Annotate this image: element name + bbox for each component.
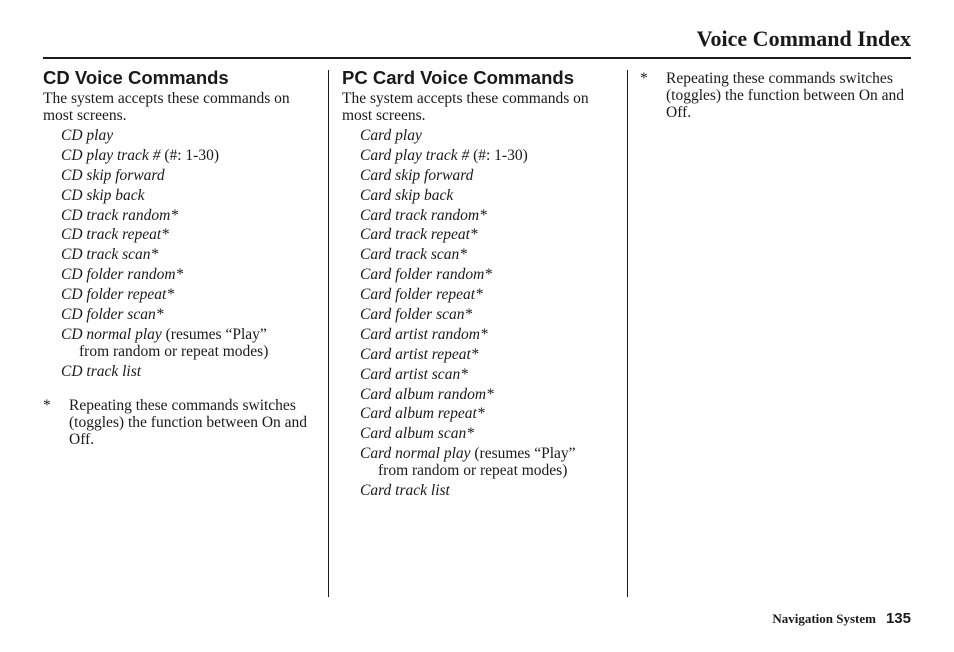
command-item [61, 286, 318, 306]
command-text: CD skip back [61, 186, 145, 204]
command-item [360, 187, 617, 207]
page-footer [772, 610, 911, 628]
command-text: Card album scan* [360, 425, 474, 443]
command-item [61, 363, 318, 383]
command-item [360, 326, 617, 346]
right-footnote-mark: * [640, 70, 648, 87]
command-item [61, 326, 318, 363]
command-note-continued: from random or repeat modes) [79, 342, 269, 360]
command-text: CD normal play [61, 325, 162, 343]
command-item [360, 306, 617, 326]
header-rule [43, 57, 911, 59]
cd-commands-column [43, 67, 318, 448]
command-item [360, 405, 617, 425]
command-item [360, 482, 617, 502]
command-text: Card folder repeat* [360, 286, 483, 304]
command-item [61, 246, 318, 266]
command-item [61, 266, 318, 286]
command-text: Card skip forward [360, 166, 474, 184]
command-text: Card track list [360, 482, 450, 500]
command-text: Card artist repeat* [360, 345, 479, 363]
command-text: CD track repeat* [61, 226, 169, 244]
command-text: CD skip forward [61, 166, 165, 184]
command-item [61, 167, 318, 187]
footer-label: Navigation System [772, 611, 876, 626]
command-text: Card folder random* [360, 266, 493, 284]
pc-card-commands-column [342, 67, 617, 502]
command-note: (resumes “Play” [161, 325, 267, 343]
command-item [61, 187, 318, 207]
command-text: Card play track # [360, 146, 470, 164]
command-text: CD track scan* [61, 246, 159, 264]
command-item [360, 386, 617, 406]
command-item [61, 226, 318, 246]
command-item [61, 147, 318, 167]
pc-command-list [342, 127, 617, 502]
command-item [360, 286, 617, 306]
command-item [360, 226, 617, 246]
cd-intro: The system accepts these commands on most screens. [43, 90, 290, 124]
command-item [360, 127, 617, 147]
command-text: Card normal play [360, 445, 471, 463]
command-item [61, 127, 318, 147]
command-text: Card track repeat* [360, 226, 478, 244]
command-item [360, 366, 617, 386]
command-item [360, 445, 617, 482]
command-text: CD track random* [61, 206, 179, 224]
pc-heading: PC Card Voice Commands [342, 67, 574, 88]
command-item [360, 147, 617, 167]
command-text: Card folder scan* [360, 306, 473, 324]
command-text: CD play [61, 127, 114, 144]
command-text: Card artist random* [360, 325, 488, 343]
command-text: CD folder repeat* [61, 286, 175, 304]
command-text: Card track scan* [360, 246, 468, 264]
command-text: Card track random* [360, 206, 487, 224]
notes-column [640, 70, 912, 121]
page-number: 135 [885, 610, 911, 627]
command-text: CD track list [61, 362, 142, 380]
command-note: (#: 1-30) [469, 146, 528, 164]
command-text: CD play track # [61, 146, 161, 164]
command-text: Card artist scan* [360, 365, 468, 383]
column-divider-1 [328, 70, 329, 597]
command-text: CD folder scan* [61, 306, 164, 324]
command-note: (resumes “Play” [470, 445, 576, 463]
command-item [360, 207, 617, 227]
command-note-continued: from random or repeat modes) [378, 462, 568, 480]
cd-command-list [43, 127, 318, 383]
command-item [61, 207, 318, 227]
right-footnote [640, 70, 912, 121]
cd-footnote-mark: * [43, 396, 51, 414]
pc-intro: The system accepts these commands on most screens. [342, 90, 589, 124]
page-title: Voice Command Index [696, 26, 911, 51]
command-item [360, 167, 617, 187]
command-item [360, 246, 617, 266]
command-note: (#: 1-30) [160, 146, 219, 164]
cd-footnote [43, 397, 318, 448]
command-text: Card play [360, 127, 422, 144]
command-text: Card album random* [360, 385, 494, 403]
command-item [61, 306, 318, 326]
command-item [360, 425, 617, 445]
right-footnote-text: Repeating these commands switches (toggles) the function between On and Off. [666, 70, 905, 121]
cd-footnote-text: Repeating these commands switches (toggles) the function between On and Off. [69, 396, 308, 448]
command-text: Card skip back [360, 186, 454, 204]
command-text: CD folder random* [61, 266, 184, 284]
cd-heading: CD Voice Commands [43, 67, 229, 88]
command-text: Card album repeat* [360, 405, 485, 423]
command-item [360, 346, 617, 366]
command-item [360, 266, 617, 286]
column-divider-2 [627, 70, 628, 597]
